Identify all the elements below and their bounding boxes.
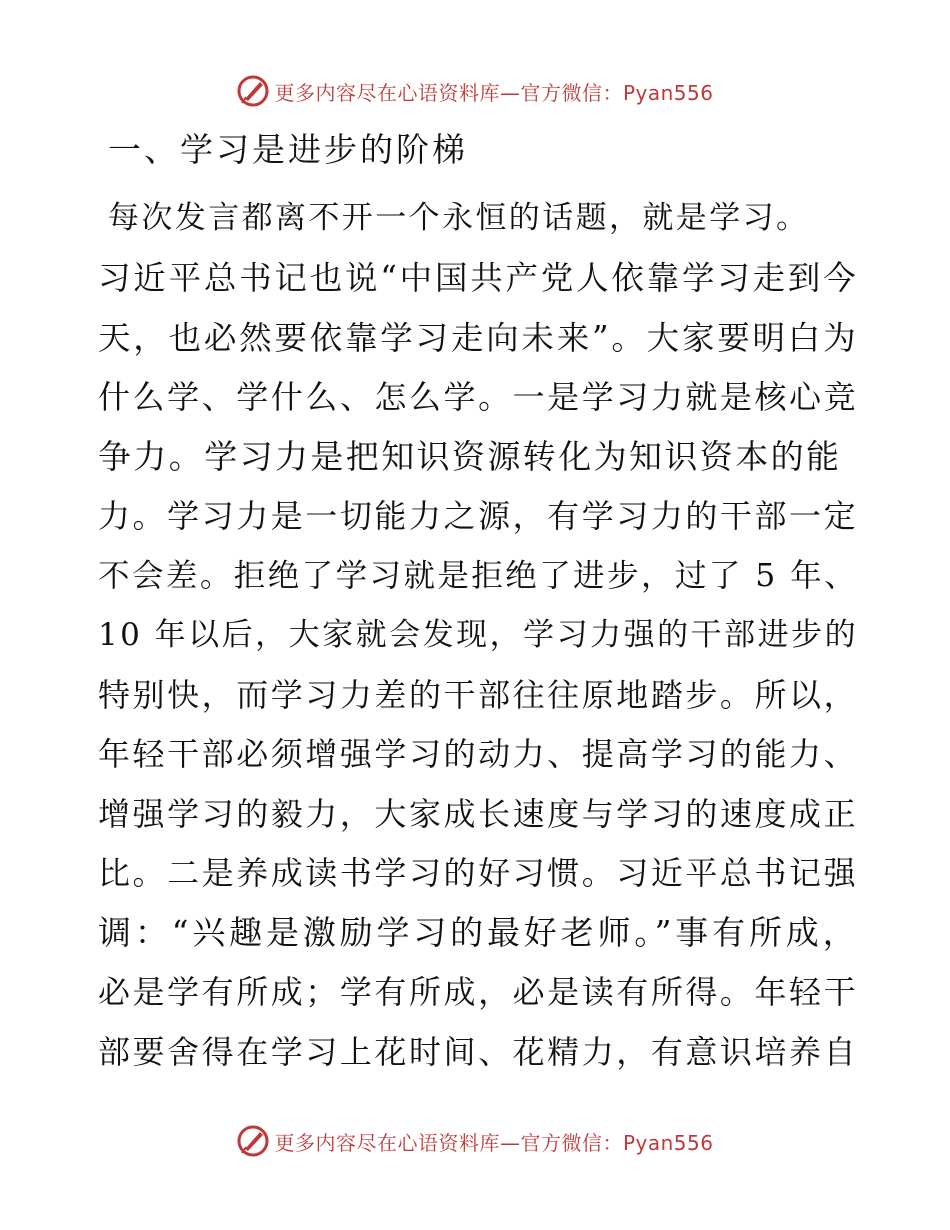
text-line: 争力。学习力是把知识资源转化为知识资本的能: [98, 437, 842, 476]
section-heading: 一、学习是进步的阶梯: [108, 130, 468, 169]
text-line: 特别快，而学习力差的干部往往原地踏步。所以，: [98, 676, 858, 714]
text-line: 调：“兴趣是激励学习的最好老师。”事有所成，: [98, 913, 858, 952]
text-line: 10 年以后，大家就会发现，学习力强的干部进步的: [98, 617, 858, 653]
header-watermark: [0, 74, 950, 108]
text-line: 增强学习的毅力，大家成长速度与学习的速度成正: [98, 795, 858, 833]
text-line: 习近平总书记也说“中国共产党人依靠学习走到今: [98, 259, 858, 297]
text-line: 天，也必然要依靠学习走向未来”。大家要明白为: [98, 319, 858, 357]
quill-logo-icon: [236, 1124, 270, 1158]
quill-logo-icon: [236, 74, 270, 108]
text-line: 比。二是养成读书学习的好习惯。习近平总书记强: [98, 854, 858, 892]
text-line: 什么学、学什么、怎么学。一是学习力就是核心竞: [98, 378, 858, 416]
header-watermark-text: 更多内容尽在心语资料库—官方微信：Pyan556: [274, 80, 714, 105]
footer-watermark-text: 更多内容尽在心语资料库—官方微信：Pyan556: [274, 1130, 714, 1155]
text-line: 力。学习力是一切能力之源，有学习力的干部一定: [98, 497, 858, 535]
text-line: 不会差。拒绝了学习就是拒绝了进步，过了 5 年、: [98, 558, 858, 594]
text-line: 必是学有所成；学有所成，必是读有所得。年轻干: [98, 973, 858, 1011]
text-line: 年轻干部必须增强学习的动力、提高学习的能力、: [98, 735, 858, 773]
text-line: 部要舍得在学习上花时间、花精力，有意识培养自: [98, 1033, 858, 1071]
text-line: 每次发言都离不开一个永恒的话题，就是学习。: [108, 200, 810, 236]
footer-watermark: [0, 1124, 950, 1158]
